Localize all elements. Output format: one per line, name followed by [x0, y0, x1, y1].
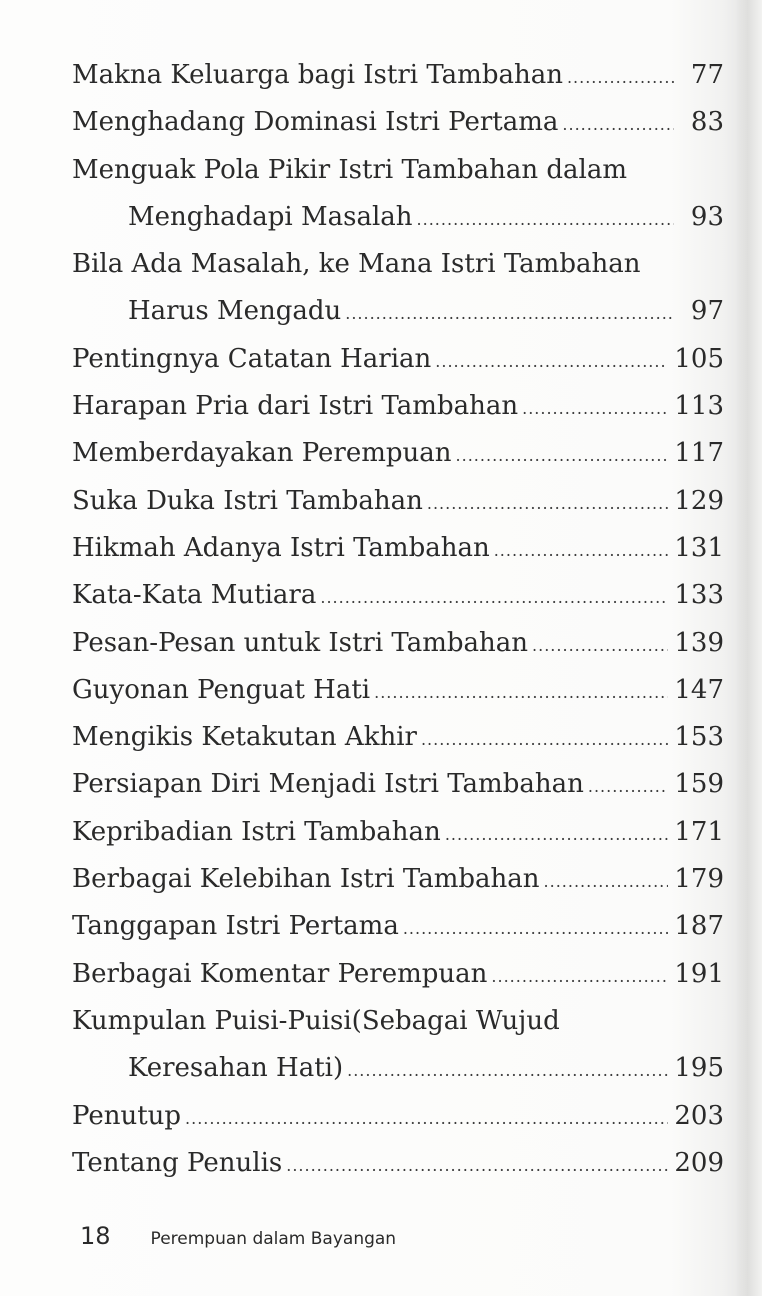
- toc-entry-title: Makna Keluarga bagi Istri Tambahan: [72, 60, 563, 90]
- toc-entry-page-number: 139: [674, 627, 724, 658]
- toc-dot-leader: [435, 338, 668, 385]
- toc-entry-page-number: 113: [674, 391, 724, 422]
- footer-book-title: Perempuan dalam Bayangan: [150, 1229, 397, 1249]
- toc-entry-page-number: 179: [674, 864, 724, 895]
- toc-entry-line-continued: [72, 1045, 724, 1092]
- toc-entry-page-number: 117: [674, 438, 724, 469]
- toc-dot-leader: [562, 101, 674, 148]
- toc-dot-leader: [320, 574, 668, 621]
- toc-entry-page-number: 203: [674, 1100, 724, 1131]
- toc-entry-page-number: 171: [674, 816, 724, 847]
- toc-entry-page-number: 153: [674, 722, 724, 753]
- toc-entry: [72, 951, 724, 998]
- toc-entry-title: Harapan Pria dari Istri Tambahan: [72, 391, 519, 422]
- toc-dot-leader: [347, 1047, 668, 1094]
- toc-dot-leader: [567, 54, 674, 101]
- toc-entry-page-number: 191: [674, 958, 724, 989]
- table-of-contents: [72, 52, 724, 1187]
- toc-entry: [72, 714, 724, 761]
- toc-entry-title: Persiapan Diri Menjadi Istri Tambahan: [72, 769, 584, 800]
- toc-entry: [72, 1140, 724, 1187]
- toc-entry: [72, 667, 724, 714]
- toc-entry-line: [72, 761, 724, 808]
- toc-dot-leader: [544, 858, 669, 905]
- toc-entry-title: Pesan-Pesan untuk Istri Tambahan: [72, 627, 529, 658]
- toc-entry-line: [72, 1140, 724, 1187]
- toc-entry-line: [72, 147, 724, 194]
- toc-entry: [72, 336, 724, 383]
- toc-dot-leader: [491, 953, 668, 1000]
- toc-entry-page-number: 131: [674, 532, 724, 563]
- toc-entry-line: [72, 998, 724, 1045]
- toc-entry-line: [72, 430, 724, 477]
- toc-dot-leader: [456, 432, 669, 479]
- page-footer: [80, 1222, 396, 1250]
- toc-entry-page-number: 77: [690, 60, 724, 90]
- toc-dot-leader: [403, 905, 669, 952]
- toc-entry: [72, 52, 724, 99]
- toc-entry-line: [72, 99, 724, 146]
- toc-entry: [72, 99, 724, 146]
- toc-entry-line: [72, 1093, 724, 1140]
- toc-entry-title: Harus Mengadu: [128, 296, 342, 327]
- toc-entry-page-number: 129: [674, 485, 724, 516]
- toc-entry-title: Menguak Pola Pikir Istri Tambahan dalam: [72, 154, 627, 185]
- toc-entry-line: [72, 667, 724, 714]
- toc-entry-title: Kumpulan Puisi-Puisi(Sebagai Wujud: [72, 1005, 560, 1036]
- toc-entry-line: [72, 809, 724, 856]
- toc-entry: [72, 572, 724, 619]
- toc-entry-title: Keresahan Hati): [128, 1053, 344, 1084]
- toc-entry-line: [72, 714, 724, 761]
- toc-entry-title: Tentang Penulis: [72, 1147, 283, 1178]
- toc-entry-line: [72, 478, 724, 525]
- toc-entry-page-number: 195: [674, 1053, 724, 1084]
- toc-dot-leader: [374, 669, 668, 716]
- toc-entry-line: [72, 951, 724, 998]
- toc-entry-page-number: 97: [690, 296, 724, 327]
- toc-entry-line-continued: [72, 194, 724, 241]
- toc-entry-line: [72, 383, 724, 430]
- toc-entry-line: [72, 903, 724, 950]
- toc-entry: [72, 903, 724, 950]
- toc-entry: [72, 478, 724, 525]
- toc-entry-page-number: 93: [690, 201, 724, 232]
- toc-entry: [72, 430, 724, 477]
- toc-entry-page-number: 147: [674, 674, 724, 705]
- toc-entry-line: [72, 525, 724, 572]
- toc-dot-leader: [532, 622, 668, 669]
- toc-entry-title: Penutup: [72, 1100, 182, 1131]
- toc-entry: [72, 620, 724, 667]
- toc-entry: [72, 525, 724, 572]
- toc-dot-leader: [185, 1095, 668, 1142]
- toc-entry-page-number: 105: [674, 343, 724, 374]
- toc-entry: [72, 241, 724, 336]
- toc-entry-page-number: 159: [674, 769, 724, 800]
- toc-entry-title: Menghadapi Masalah: [128, 201, 413, 232]
- toc-entry-line: [72, 572, 724, 619]
- toc-entry-title: Guyonan Penguat Hati: [72, 674, 371, 705]
- toc-entry-line: [72, 856, 724, 903]
- toc-entry-line: [72, 336, 724, 383]
- toc-dot-leader: [286, 1142, 668, 1189]
- toc-entry-title: Hikmah Adanya Istri Tambahan: [72, 532, 490, 563]
- toc-entry-page-number: 187: [674, 911, 724, 942]
- toc-entry-title: Tanggapan Istri Pertama: [72, 911, 399, 942]
- toc-entry-title: Bila Ada Masalah, ke Mana Istri Tambahan: [72, 249, 641, 280]
- toc-dot-leader: [445, 811, 669, 858]
- toc-dot-leader: [588, 763, 669, 810]
- toc-entry: [72, 1093, 724, 1140]
- toc-entry-line: [72, 52, 724, 99]
- toc-dot-leader: [421, 716, 668, 763]
- footer-page-number: 18: [80, 1222, 111, 1250]
- toc-entry: [72, 856, 724, 903]
- toc-entry-page-number: 83: [690, 107, 724, 138]
- toc-dot-leader: [417, 196, 674, 243]
- toc-entry-title: Memberdayakan Perempuan: [72, 438, 452, 469]
- toc-entry-title: Kepribadian Istri Tambahan: [72, 816, 441, 847]
- toc-entry-line-continued: [72, 288, 724, 335]
- toc-entry: [72, 383, 724, 430]
- toc-entry: [72, 809, 724, 856]
- toc-dot-leader: [345, 290, 674, 337]
- toc-dot-leader: [427, 480, 668, 527]
- toc-entry-title: Suka Duka Istri Tambahan: [72, 485, 423, 516]
- toc-entry-title: Menghadang Dominasi Istri Pertama: [72, 107, 559, 138]
- toc-entry-title: Berbagai Komentar Perempuan: [72, 958, 488, 989]
- toc-entry: [72, 998, 724, 1093]
- toc-entry-page-number: 209: [674, 1147, 724, 1178]
- toc-dot-leader: [494, 527, 669, 574]
- toc-entry-title: Berbagai Kelebihan Istri Tambahan: [72, 864, 540, 895]
- spine-shadow: [736, 0, 762, 1296]
- toc-dot-leader: [522, 385, 668, 432]
- toc-entry-line: [72, 620, 724, 667]
- toc-entry-title: Kata-Kata Mutiara: [72, 580, 317, 611]
- toc-entry-title: Pentingnya Catatan Harian: [72, 343, 432, 374]
- toc-entry-title: Mengikis Ketakutan Akhir: [72, 722, 417, 753]
- toc-entry-line: [72, 241, 724, 288]
- toc-entry: [72, 147, 724, 242]
- toc-entry: [72, 761, 724, 808]
- toc-entry-page-number: 133: [674, 580, 724, 611]
